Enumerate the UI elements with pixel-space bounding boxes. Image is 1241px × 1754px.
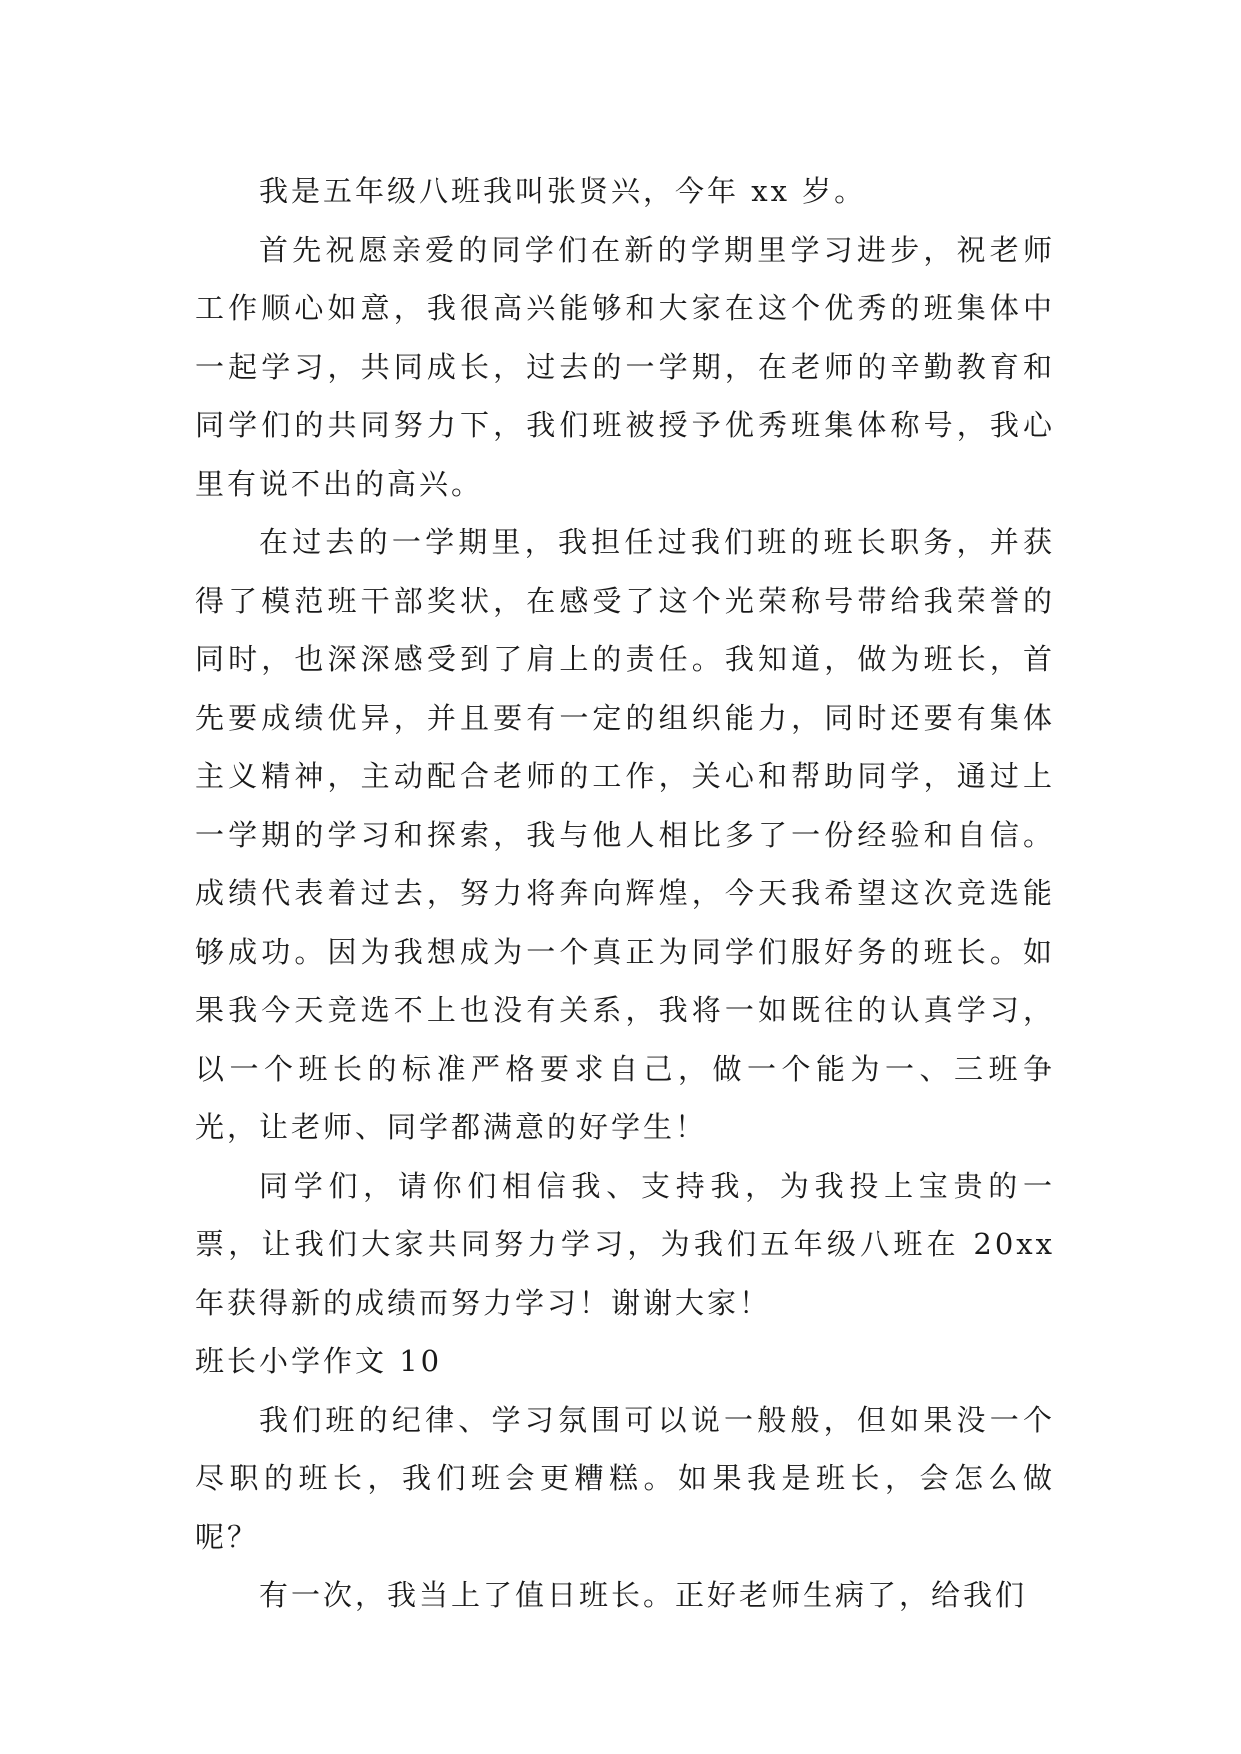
paragraph-appeal: 同学们，请你们相信我、支持我，为我投上宝贵的一票，让我们大家共同努力学习，为我们五年级八班在 20xx 年获得新的成绩而努力学习！谢谢大家！ xyxy=(195,1168,1055,1320)
paragraph-experience: 在过去的一学期里，我担任过我们班的班长职务，并获得了模范班干部奖状，在感受了这个光荣称号带给我荣誉的同时，也深深感受到了肩上的责任。我知道，做为班长，首先要成绩优异，并且要有一定的组织能力，同时还要有集体主义精神，主动配合老师的工作，关心和帮助同学，通过上一学期的学习和探索，我与他人相比多了一份经验和自信。成绩代表着过去，努力将奔向辉煌，今天我希望这次竞选能够成功。因为我想成为一个真正为同学们服好务的班长。如果我今天竞选不上也没有关系，我将一如既往的认真学习，以一个班长的标准严格要求自己，做一个能为一、三班争光，让老师、同学都满意的好学生！ xyxy=(195,525,1055,1144)
paragraph-greeting: 首先祝愿亲爱的同学们在新的学期里学习进步，祝老师工作顺心如意，我很高兴能够和大家在这个优秀的班集体中一起学习，共同成长，过去的一学期，在老师的辛勤教育和同学们的共同努力下，我们班被授予优秀班集体称号，我心里有说不出的高兴。 xyxy=(195,232,1055,501)
paragraph-class-discipline: 我们班的纪律、学习氛围可以说一般般，但如果没一个尽职的班长，我们班会更糟糕。如果我是班长，会怎么做呢？ xyxy=(195,1402,1055,1554)
paragraph-duty-monitor: 有一次，我当上了值日班长。正好老师生病了，给我们 xyxy=(259,1578,1028,1612)
document-body xyxy=(195,162,1055,1625)
section-heading: 班长小学作文 10 xyxy=(195,1344,443,1378)
paragraph-intro: 我是五年级八班我叫张贤兴，今年 xx 岁。 xyxy=(259,174,867,208)
